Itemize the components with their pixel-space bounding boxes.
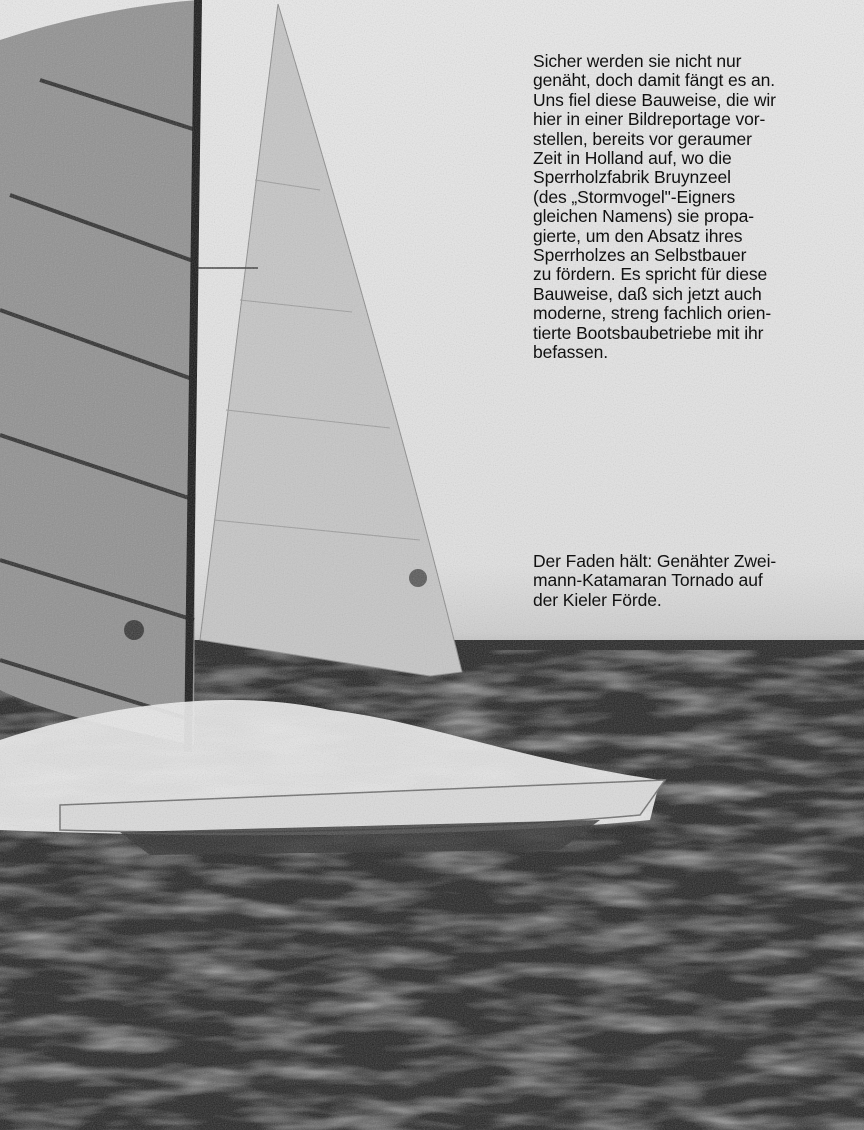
body-line: moderne, streng fachlich orien- <box>533 303 772 324</box>
body-line: genäht, doch damit fängt es an. <box>533 70 776 91</box>
body-line: gierte, um den Absatz ihres <box>533 225 743 246</box>
body-line: Zeit in Holland auf, wo die <box>533 148 732 169</box>
body-line: tierte Bootsbaubetriebe mit ihr <box>533 322 764 343</box>
caption-line: der Kieler Förde. <box>533 589 662 610</box>
body-line: Sperrholzes an Selbstbauer <box>533 245 747 266</box>
body-line: Bauweise, daß sich jetzt auch <box>533 283 762 304</box>
article-body-text <box>533 52 853 363</box>
caption-line: Der Faden hält: Genähter Zwei- <box>533 551 777 571</box>
body-line: (des „Stormvogel"-Eigners <box>533 186 736 207</box>
body-line: Sperrholzfabrik Bruynzeel <box>533 167 731 188</box>
body-line: Uns fiel diese Bauweise, die wir <box>533 89 776 110</box>
photo-caption <box>533 552 853 610</box>
body-line: stellen, bereits vor geraumer <box>533 128 752 149</box>
body-line: zu fördern. Es spricht für diese <box>533 264 768 285</box>
body-line: befassen. <box>533 342 608 363</box>
body-line: Sicher werden sie nicht nur <box>533 51 742 71</box>
body-line: hier in einer Bildreportage vor- <box>533 109 766 130</box>
caption-line: mann-Katamaran Tornado auf <box>533 570 763 591</box>
body-line: gleichen Namens) sie propa- <box>533 206 755 227</box>
